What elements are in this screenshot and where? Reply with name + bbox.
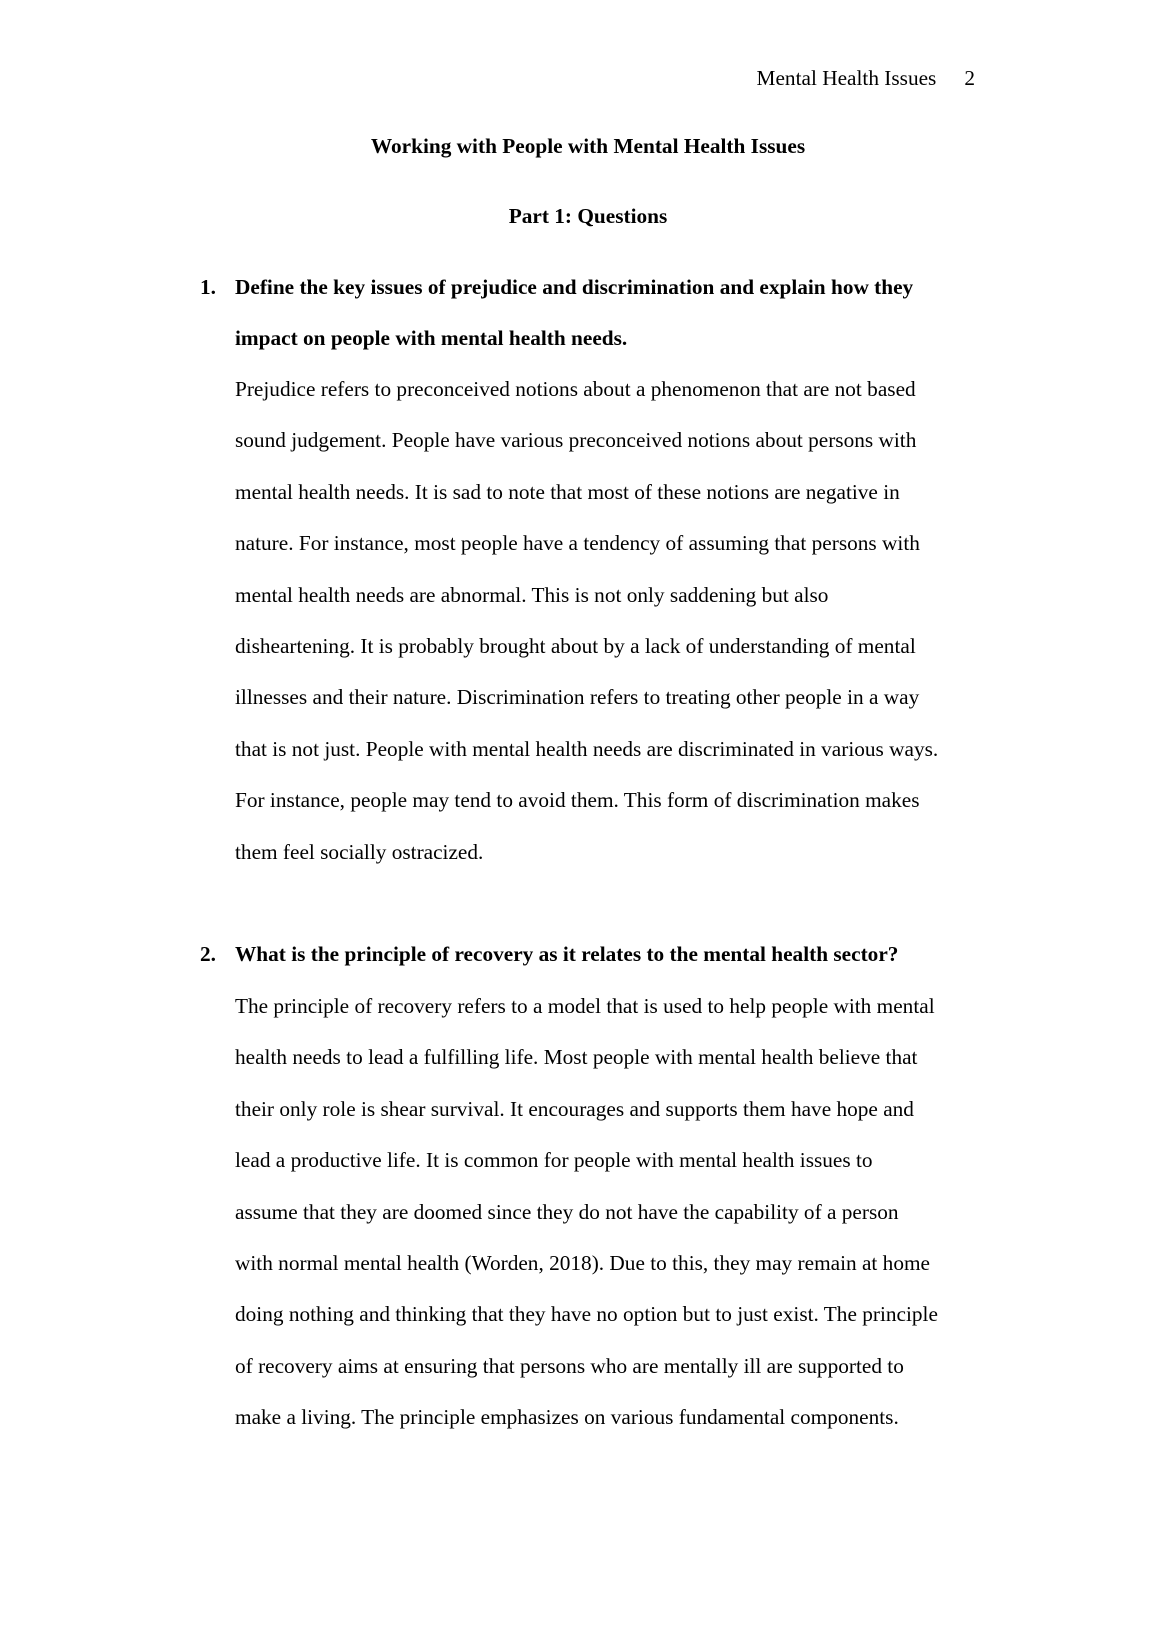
question-line: Define the key issues of prejudice and discrimination and explain how they <box>235 275 914 299</box>
answer-line: For instance, people may tend to avoid them. This form of discrimination makes <box>235 788 920 813</box>
answer-line: Prejudice refers to preconceived notions about a phenomenon that are not based <box>235 377 916 401</box>
question-line: impact on people with mental health needs. <box>235 326 628 351</box>
answer-line: mental health needs are abnormal. This is not only saddening but also <box>235 582 829 607</box>
running-head-text: Mental Health Issues <box>756 66 937 90</box>
document-title: Working with People with Mental Health Issues <box>370 134 806 158</box>
question-number: 1. <box>200 275 216 299</box>
answer-line: lead a productive life. It is common for people with mental health issues to <box>235 1148 873 1173</box>
answer-line: disheartening. It is probably brought about by a lack of understanding of mental <box>235 633 916 658</box>
answer-line: make a living. The principle emphasizes on various fundamental components. <box>235 1405 899 1430</box>
answer-line: illnesses and their nature. Discrimination refers to treating other people in a way <box>235 685 920 710</box>
answer-line: doing nothing and thinking that they have no option but to just exist. The principle <box>235 1302 938 1327</box>
answer-line: them feel socially ostracized. <box>235 839 484 864</box>
answer-line: their only role is shear survival. It encourages and supports them have hope and <box>235 1096 914 1121</box>
question-2 <box>235 929 995 980</box>
answer-line: The principle of recovery refers to a model that is used to help people with mental <box>235 994 935 1018</box>
answer-line: assume that they are doomed since they do not have the capability of a person <box>235 1199 899 1224</box>
answer-line: mental health needs. It is sad to note that most of these notions are negative in <box>235 479 900 504</box>
page-number: 2 <box>964 66 975 90</box>
answer-line: of recovery aims at ensuring that persons who are mentally ill are supported to <box>235 1353 904 1378</box>
answer-1 <box>235 364 995 878</box>
answer-2 <box>235 981 995 1444</box>
answer-line: that is not just. People with mental health needs are discriminated in various ways. <box>235 736 939 761</box>
answer-line: health needs to lead a fulfilling life. Most people with mental health believe that <box>235 1045 918 1070</box>
running-header <box>757 66 975 91</box>
section-heading: Part 1: Questions <box>508 204 668 228</box>
question-1 <box>235 262 995 365</box>
answer-line: sound judgement. People have various preconceived notions about persons with <box>235 428 917 453</box>
question-line: What is the principle of recovery as it relates to the mental health sector? <box>235 942 899 966</box>
question-number: 2. <box>200 942 216 966</box>
answer-line: nature. For instance, most people have a tendency of assuming that persons with <box>235 531 920 556</box>
answer-line: with normal mental health (Worden, 2018). Due to this, they may remain at home <box>235 1250 930 1275</box>
